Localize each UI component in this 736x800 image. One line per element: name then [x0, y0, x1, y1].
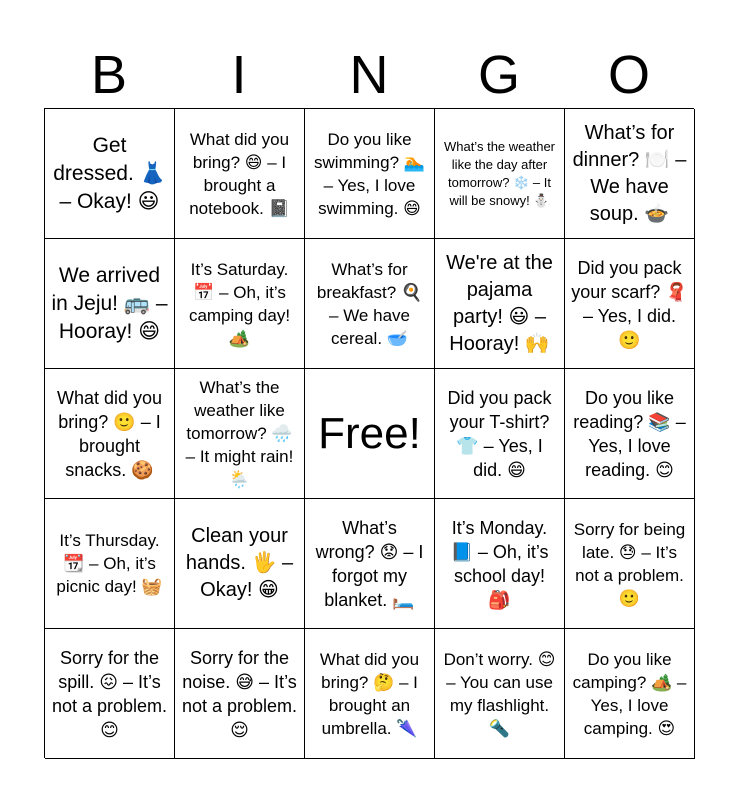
bingo-cell[interactable]	[45, 629, 175, 759]
bingo-cell[interactable]	[175, 499, 305, 629]
bingo-cell[interactable]	[45, 239, 175, 369]
cell-text: What’s for breakfast? 🍳 – We have cereal. 🥣	[316, 259, 427, 348]
header-letter-i: I	[231, 45, 247, 105]
cell-text: Sorry for being late. 😓 – It’s not a problem. 🙂	[573, 519, 690, 608]
bingo-cell[interactable]	[565, 109, 695, 239]
bingo-cell[interactable]	[175, 629, 305, 759]
bingo-cell[interactable]	[435, 109, 565, 239]
bingo-cell[interactable]	[565, 499, 695, 629]
cell-text: What’s for dinner? 🍽️ – We have soup. 🍲	[572, 121, 692, 225]
cell-text: What did you bring? 🤔 – I brought an umbrella. 🌂	[319, 649, 424, 738]
cell-text: It’s Saturday. 📅 – Oh, it’s camping day! 🏕️	[188, 259, 295, 348]
cell-text: It’s Thursday. 📆 – Oh, it’s picnic day! 🧺	[56, 531, 165, 596]
header-letter-b: B	[90, 45, 128, 105]
cell-text: Do you like swimming? 🏊 – Yes, I love swimming. 😄	[314, 129, 430, 218]
cell-text: Get dressed. 👗 – Okay! 😃	[53, 133, 172, 213]
bingo-cell[interactable]	[305, 239, 435, 369]
bingo-cell[interactable]	[435, 499, 565, 629]
cell-text: What’s the weather like the day after tomorrow? ❄️ – It will be snowy! ⛄	[443, 138, 559, 208]
bingo-cell[interactable]	[175, 109, 305, 239]
cell-text: Did you pack your T-shirt? 👕 – Yes, I did. 😄	[447, 387, 557, 480]
header-letter-g: G	[477, 45, 520, 105]
cell-text: Sorry for the spill. 😖 – It’s not a problem. 😊	[51, 647, 173, 740]
bingo-cell[interactable]	[45, 109, 175, 239]
bingo-cell[interactable]	[305, 499, 435, 629]
bingo-cell[interactable]	[565, 369, 695, 499]
bingo-grid	[44, 108, 694, 758]
cell-text: What’s wrong? 😟 – I forgot my blanket. 🛏️	[315, 517, 429, 610]
cell-text: We're at the pajama party! 😃 – Hooray! 🙌	[446, 251, 559, 355]
header-letter-o: O	[607, 45, 650, 105]
bingo-cell[interactable]	[175, 369, 305, 499]
bingo-cell[interactable]	[435, 629, 565, 759]
cell-text: What did you bring? 🙂 – I brought snacks. 🍪	[56, 387, 168, 480]
free-label: Free!	[318, 408, 421, 458]
bingo-cell[interactable]	[175, 239, 305, 369]
cell-text: It’s Monday. 📘 – Oh, it’s school day! 🎒	[450, 517, 554, 610]
cell-text: Do you like reading? 📚 – Yes, I love reading. 😊	[573, 387, 691, 480]
cell-text: Did you pack your scarf? 🧣 – Yes, I did. 🙂	[571, 257, 693, 350]
cell-text: What’s the weather like tomorrow? 🌧️ – It might rain! 🌦️	[185, 378, 299, 489]
bingo-cell[interactable]	[435, 369, 565, 499]
cell-text: Don’t worry. 😊 – You can use my flashlight. 🔦	[443, 649, 561, 738]
bingo-cell[interactable]	[45, 499, 175, 629]
bingo-cell[interactable]	[45, 369, 175, 499]
cell-text: Clean your hands. 🖐️ – Okay! 😁	[185, 525, 299, 601]
bingo-cell[interactable]	[565, 239, 695, 369]
header-letter-n: N	[349, 45, 389, 105]
cell-text: We arrived in Jeju! 🚌 – Hooray! 😄	[51, 263, 174, 343]
bingo-cell[interactable]	[435, 239, 565, 369]
free-cell[interactable]	[305, 369, 435, 499]
bingo-cell[interactable]	[305, 109, 435, 239]
bingo-cell[interactable]	[305, 629, 435, 759]
cell-text: Do you like camping? 🏕️ – Yes, I love camping. 😍	[572, 649, 691, 738]
bingo-header	[44, 42, 694, 108]
cell-text: Sorry for the noise. 😅 – It’s not a problem. 😌	[181, 647, 303, 740]
cell-text: What did you bring? 😄 – I brought a notebook. 📓	[189, 129, 294, 218]
bingo-cell[interactable]	[565, 629, 695, 759]
